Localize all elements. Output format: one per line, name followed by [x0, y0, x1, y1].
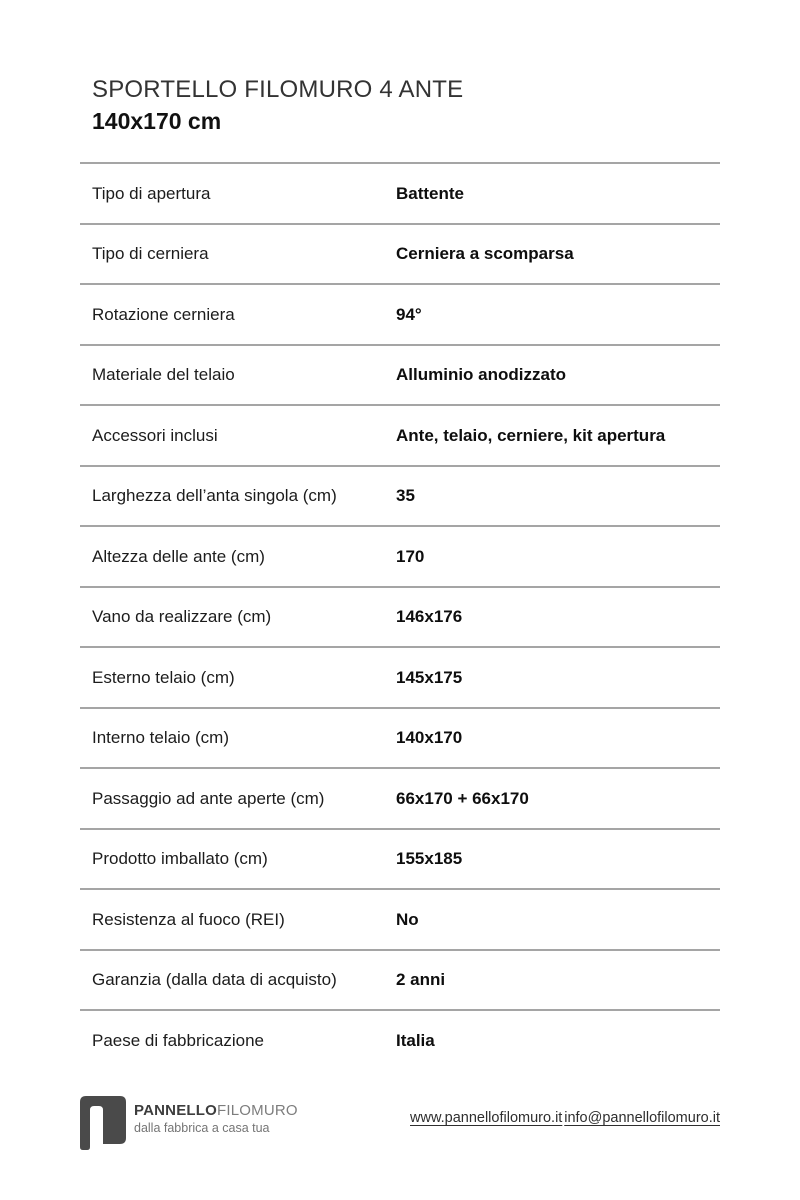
brand-name: [134, 1103, 298, 1120]
header: [80, 0, 720, 135]
spec-label: Prodotto imballato (cm): [92, 849, 268, 869]
spec-value: Cerniera a scomparsa: [396, 244, 574, 264]
table-row: [80, 646, 720, 707]
table-row: [80, 525, 720, 586]
table-row: [80, 949, 720, 1010]
spec-label: Materiale del telaio: [92, 365, 235, 385]
website-link[interactable]: www.pannellofilomuro.it: [410, 1109, 563, 1126]
spec-value: No: [396, 909, 419, 929]
spec-value: 2 anni: [396, 970, 446, 990]
spec-label: Rotazione cerniera: [92, 304, 235, 324]
spec-label: Passaggio ad ante aperte (cm): [92, 788, 325, 808]
spec-value: 94°: [396, 304, 422, 324]
spec-value: 145x175: [396, 667, 463, 687]
table-row: [80, 586, 720, 647]
spec-label: Vano da realizzare (cm): [92, 607, 272, 627]
spec-value: 140x170: [396, 728, 463, 748]
spec-label: Tipo di cerniera: [92, 244, 209, 264]
table-row: [80, 828, 720, 889]
spec-value: Italia: [396, 1030, 435, 1050]
spec-label: Paese di fabbricazione: [92, 1030, 265, 1050]
brand-name-bold: PANNELLO: [134, 1101, 217, 1119]
page-title: SPORTELLO FILOMURO 4 ANTE: [92, 76, 464, 103]
spec-label: Tipo di apertura: [92, 183, 211, 203]
table-row: [80, 223, 720, 284]
table-row: [80, 465, 720, 526]
table-row: [80, 767, 720, 828]
brand-text: [134, 1103, 298, 1136]
spec-value: 35: [396, 486, 415, 506]
spec-value: 66x170 + 66x170: [396, 788, 529, 808]
spec-value: 170: [396, 546, 425, 566]
door-logo-icon: [80, 1096, 126, 1150]
footer: [80, 1096, 720, 1150]
spec-label: Resistenza al fuoco (REI): [92, 909, 285, 929]
spec-label: Interno telaio (cm): [92, 728, 229, 748]
spec-value: Battente: [396, 183, 465, 203]
spec-label: Larghezza dell’anta singola (cm): [92, 486, 337, 506]
spec-label: Esterno telaio (cm): [92, 667, 235, 687]
table-row: [80, 162, 720, 223]
spec-value: Alluminio anodizzato: [396, 365, 566, 385]
spec-table: [80, 162, 720, 1070]
table-row: [80, 404, 720, 465]
table-row: [80, 283, 720, 344]
spec-value: 146x176: [396, 607, 463, 627]
table-row: [80, 344, 720, 405]
spec-label: Garanzia (dalla data di acquisto): [92, 970, 337, 990]
table-row: [80, 1009, 720, 1070]
spec-value: 155x185: [396, 849, 463, 869]
spec-label: Altezza delle ante (cm): [92, 546, 265, 566]
brand-tagline: dalla fabbrica a casa tua: [134, 1121, 270, 1136]
table-row: [80, 707, 720, 768]
footer-links: [350, 1110, 720, 1126]
brand-name-light: FILOMURO: [217, 1101, 298, 1119]
table-row: [80, 888, 720, 949]
brand-logo: [80, 1096, 350, 1150]
page-subtitle: 140x170 cm: [92, 107, 222, 134]
spec-label: Accessori inclusi: [92, 425, 218, 445]
email-link[interactable]: info@pannellofilomuro.it: [564, 1109, 720, 1126]
spec-value: Ante, telaio, cerniere, kit apertura: [396, 425, 666, 445]
